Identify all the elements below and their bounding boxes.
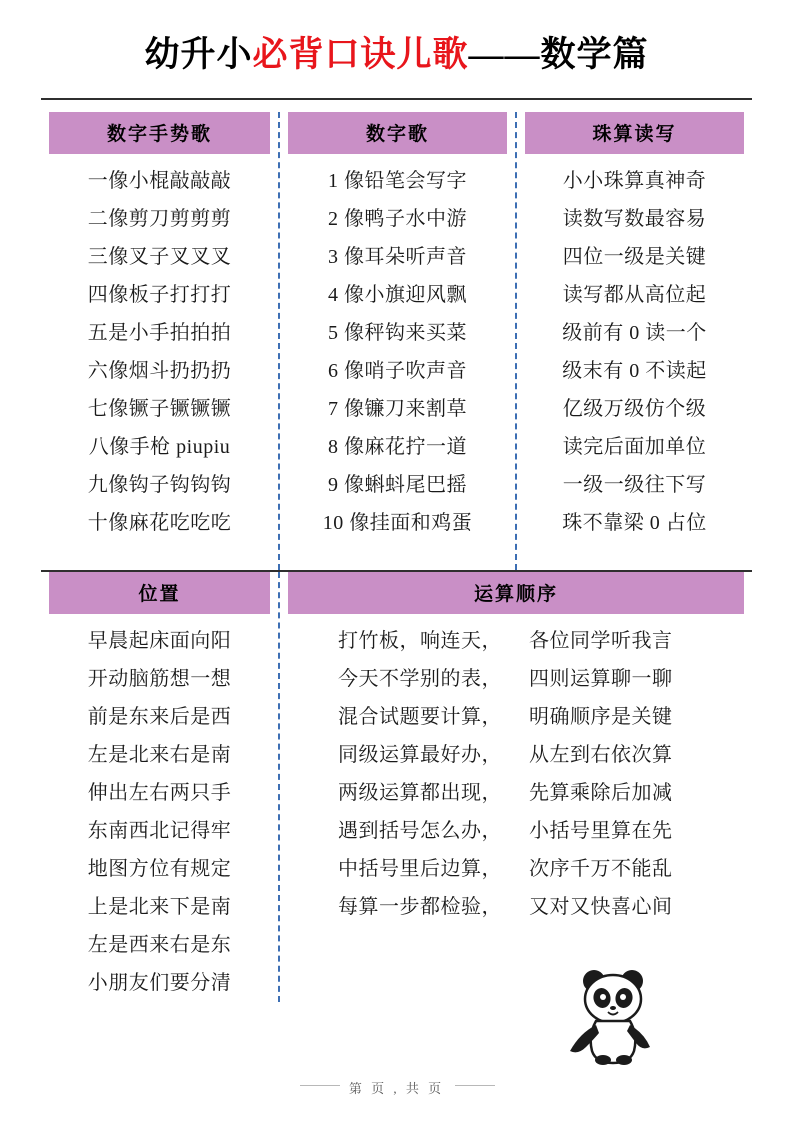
verse-line: 伸出左右两只手 — [87, 782, 232, 804]
verse-segment-b: 又对又快喜心间 — [529, 896, 673, 918]
page-footer: 第 页 , 共 页 — [348, 1081, 445, 1096]
verse-line: 二像剪刀剪剪剪 — [87, 208, 232, 230]
verse-segment-b: 先算乘除后加减 — [529, 782, 673, 804]
verse-line: 九像钩子钩钩钩 — [87, 474, 232, 496]
verse-line: 9 像蝌蚪尾巴摇 — [328, 474, 467, 496]
verse-line: 4 像小旗迎风飘 — [328, 284, 467, 306]
section-lines-position — [41, 614, 278, 1002]
verse-line: 小朋友们要分清 — [87, 972, 232, 994]
verse-line: 七像镢子镢镢镢 — [87, 398, 232, 420]
verse-line — [280, 736, 752, 774]
verse-line: 左是西来右是东 — [87, 934, 232, 956]
verse-line: 左是北来右是南 — [87, 744, 232, 766]
section-operation-order — [278, 572, 752, 1002]
title-divider — [41, 98, 752, 100]
verse-line: 开动脑筋想一想 — [87, 668, 232, 690]
verse-line: 地图方位有规定 — [87, 858, 232, 880]
verse-segment-b: 次序千万不能乱 — [529, 858, 673, 880]
verse-segment-b: 小括号里算在先 — [529, 820, 673, 842]
verse-line: 前是东来后是西 — [87, 706, 232, 728]
section-lines-abacus — [517, 154, 752, 542]
verse-segment-a: 中括号里后边算， — [338, 858, 502, 880]
verse-line: 六像烟斗扔扔扔 — [87, 360, 232, 382]
verse-line: 五是小手拍拍拍 — [87, 322, 232, 344]
verse-line: 3 像耳朵听声音 — [328, 246, 467, 268]
verse-line: 一像小棍敲敲敲 — [87, 170, 232, 192]
section-header-gesture: 数字手势歌 — [49, 112, 270, 154]
verse-line: 东南西北记得牢 — [87, 820, 232, 842]
verse-line — [280, 812, 752, 850]
verse-line: 1 像铅笔会写字 — [328, 170, 467, 192]
verse-line: 一级一级往下写 — [562, 474, 707, 496]
verse-segment-a: 两级运算都出现， — [338, 782, 502, 804]
verse-segment-b: 明确顺序是关键 — [529, 706, 673, 728]
section-header-number-song: 数字歌 — [288, 112, 507, 154]
section-header-position: 位置 — [49, 572, 270, 614]
verse-line — [280, 850, 752, 888]
verse-segment-b: 从左到右依次算 — [529, 744, 673, 766]
section-lines-operation-order — [280, 614, 752, 926]
title-part-1: 幼升小 — [144, 35, 253, 74]
section-gesture-song — [41, 112, 278, 570]
section-abacus-reading — [515, 112, 752, 570]
verse-line: 上是北来下是南 — [87, 896, 232, 918]
verse-segment-b: 四则运算聊一聊 — [529, 668, 673, 690]
verse-line: 四位一级是关键 — [562, 246, 707, 268]
section-number-song — [278, 112, 515, 570]
verse-line — [280, 888, 752, 926]
verse-line: 三像叉子叉叉叉 — [87, 246, 232, 268]
verse-line: 2 像鸭子水中游 — [328, 208, 467, 230]
verse-segment-a: 打竹板，响连天， — [338, 630, 502, 652]
section-lines-number-song — [280, 154, 515, 542]
verse-segment-a: 今天不学别的表， — [338, 668, 502, 690]
bottom-row — [41, 572, 752, 1002]
verse-line: 8 像麻花拧一道 — [328, 436, 467, 458]
verse-line: 6 像哨子吹声音 — [328, 360, 467, 382]
verse-line: 读完后面加单位 — [562, 436, 707, 458]
verse-segment-a: 遇到括号怎么办， — [338, 820, 502, 842]
verse-line: 读数写数最容易 — [562, 208, 707, 230]
panda-icon — [556, 965, 666, 1065]
top-row — [41, 112, 752, 570]
verse-line: 亿级万级仿个级 — [562, 398, 707, 420]
verse-line: 级前有 0 读一个 — [562, 322, 707, 344]
verse-line: 四像板子打打打 — [87, 284, 232, 306]
verse-line: 7 像镰刀来割草 — [328, 398, 467, 420]
page-title — [0, 0, 793, 76]
verse-line: 5 像秤钩来买菜 — [328, 322, 467, 344]
section-position — [41, 572, 278, 1002]
verse-segment-a: 同级运算最好办， — [338, 744, 502, 766]
verse-line: 早晨起床面向阳 — [87, 630, 232, 652]
verse-line: 读写都从高位起 — [562, 284, 707, 306]
verse-line — [280, 622, 752, 660]
verse-line — [280, 698, 752, 736]
section-header-abacus: 珠算读写 — [525, 112, 744, 154]
verse-line: 珠不靠梁 0 占位 — [562, 512, 707, 534]
verse-line — [280, 660, 752, 698]
section-lines-gesture — [41, 154, 278, 542]
verse-line: 级末有 0 不读起 — [562, 360, 707, 382]
verse-line: 10 像挂面和鸡蛋 — [322, 512, 473, 534]
title-part-3: ——数学篇 — [468, 35, 649, 74]
verse-line: 十像麻花吃吃吃 — [87, 512, 232, 534]
verse-line: 小小珠算真神奇 — [562, 170, 707, 192]
verse-segment-b: 各位同学听我言 — [529, 630, 673, 652]
verse-segment-a: 混合试题要计算， — [338, 706, 502, 728]
section-header-operation-order: 运算顺序 — [288, 572, 744, 614]
verse-segment-a: 每算一步都检验， — [338, 896, 502, 918]
content-grid — [41, 112, 752, 1002]
title-part-2: 必背口诀儿歌 — [252, 35, 469, 74]
verse-line — [280, 774, 752, 812]
verse-line: 八像手枪 piupiu — [88, 436, 231, 458]
